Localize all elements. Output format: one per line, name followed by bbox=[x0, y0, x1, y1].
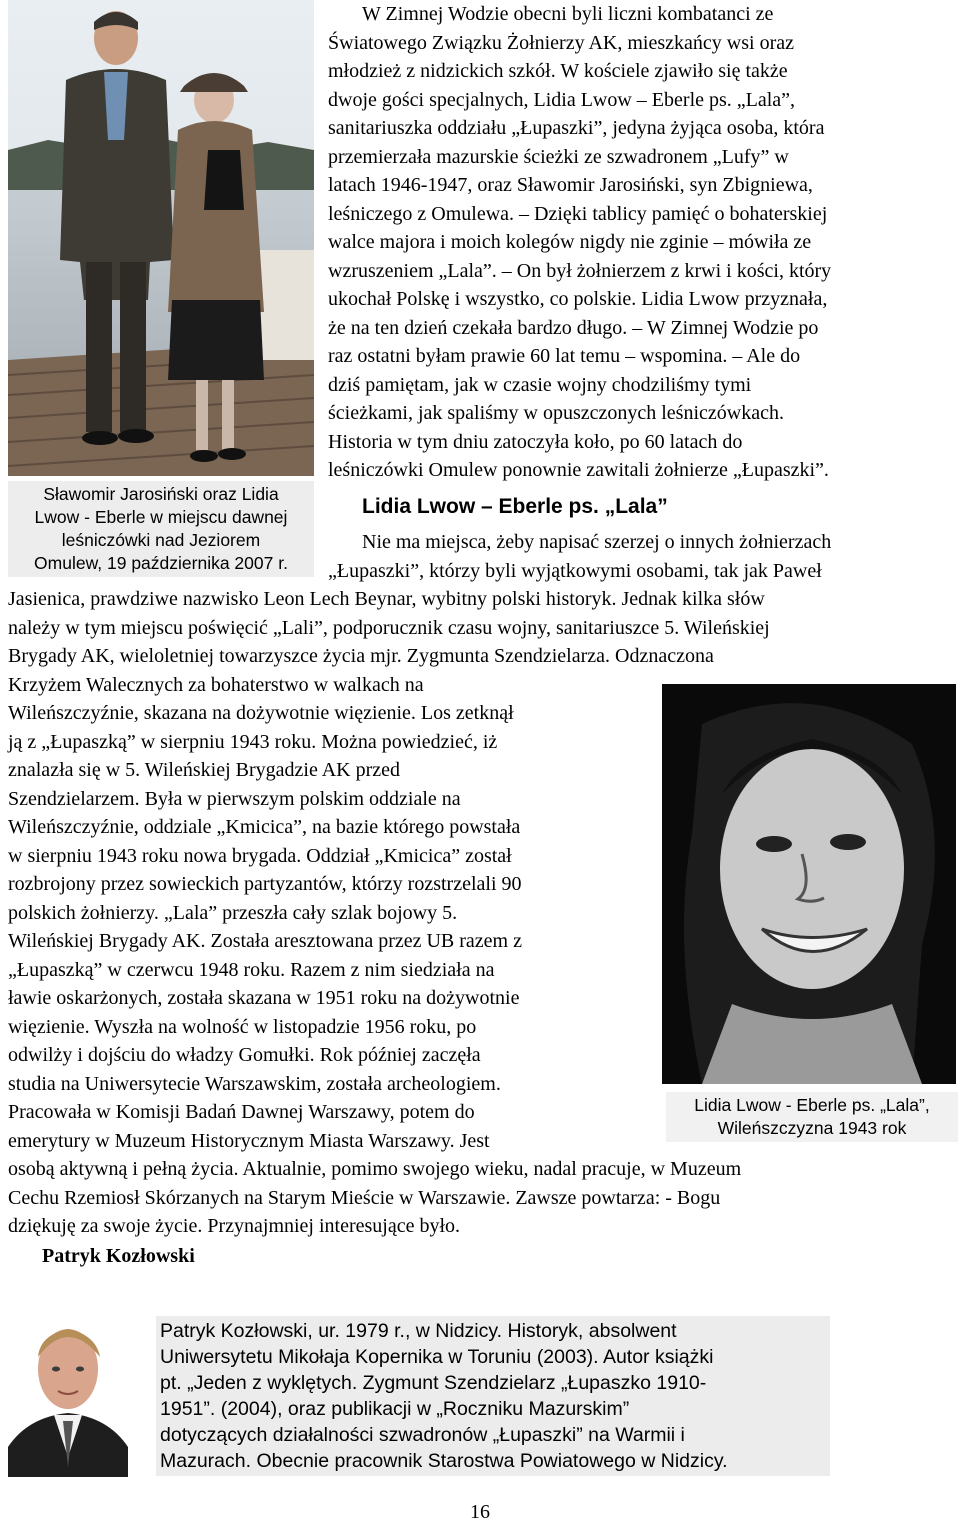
text-line: że na ten dzień czekała bardzo długo. – W Zimnej Wodzie po bbox=[328, 316, 819, 339]
lala-portrait-caption bbox=[666, 1092, 958, 1142]
text-line: ławie oskarżonych, została skazana w 1951 roku na dożywotnie bbox=[8, 987, 520, 1009]
text-line: „Łupaszki”, którzy byli wyjątkowymi osobami, tak jak Paweł bbox=[328, 559, 822, 582]
author-name: Patryk Kozłowski bbox=[42, 1245, 195, 1267]
text-line: w sierpniu 1943 roku nowa brygada. Oddział „Kmicica” został bbox=[8, 844, 512, 867]
text-line: Nie ma miejsca, żeby napisać szerzej o innych żołnierzach bbox=[362, 531, 832, 553]
bio-line: 1951”. (2004), oraz publikacji w „Roczniku Mazurskim” bbox=[160, 1398, 630, 1420]
text-line: W Zimnej Wodzie obecni byli liczni kombatanci ze bbox=[362, 3, 774, 25]
text-line: wzruszeniem „Lala”. – On był żołnierzem z krwi i kości, który bbox=[328, 259, 832, 282]
text-line: osobą aktywną i pełną życia. Aktualnie, pomimo swojego wieku, nadal pracuje, w Muzeum bbox=[8, 1158, 742, 1180]
caption-line: Omulew, 19 października 2007 r. bbox=[34, 553, 288, 573]
caption-line: leśniczówki nad Jeziorem bbox=[61, 530, 261, 550]
text-line: sanitariuszka oddziału „Łupaszki”, jedyna żyjąca osoba, która bbox=[328, 117, 825, 139]
text-line: młodzież z nidzickich szkół. W kościele zjawiło się także bbox=[328, 60, 788, 82]
caption-line: Wileńszczyzna 1943 rok bbox=[717, 1118, 907, 1138]
section-heading: Lidia Lwow – Eberle ps. „Lala” bbox=[362, 495, 668, 518]
text-line: należy w tym miejscu poświęcić „Lali”, podporucznik czasu wojny, sanitariuszce 5. Wileńskiej bbox=[8, 616, 770, 639]
caption-line: Sławomir Jarosiński oraz Lidia bbox=[43, 484, 279, 504]
lala-portrait-photo bbox=[662, 684, 956, 1084]
text-line: Cechu Rzemiosł Skórzanych na Starym Mieście w Warszawie. Zawsze powtarza: - Bogu bbox=[8, 1186, 721, 1209]
text-line: raz ostatni byłam prawie 60 lat temu – wspomina. – Ale do bbox=[328, 345, 801, 367]
bio-line: pt. „Jeden z wyklętych. Zygmunt Szendzielarz „Łupaszko 1910- bbox=[160, 1372, 707, 1394]
text-line: Historia w tym dniu zatoczyła koło, po 60 latach do bbox=[328, 430, 743, 453]
text-line: dwoje gości specjalnych, Lidia Lwow – Eberle ps. „Lala”, bbox=[328, 88, 796, 111]
author-photo-image bbox=[8, 1307, 128, 1477]
text-line: ukochał Polskę i wszystko, co polskie. Lidia Lwow przyznała, bbox=[328, 288, 828, 310]
text-line: latach 1946-1947, oraz Sławomir Jarosiński, syn Zbigniewa, bbox=[328, 174, 813, 196]
text-line: leśniczówki Omulew ponownie zawitali żołnierze „Łupaszki”. bbox=[328, 459, 829, 481]
text-line: Krzyżem Walecznych za bohaterstwo w walkach na bbox=[8, 673, 424, 696]
text-line: Pracowała w Komisji Badań Dawnej Warszawy, potem do bbox=[8, 1101, 475, 1123]
text-line: odwilży i dojściu do władzy Gomułki. Rok później zaczęła bbox=[8, 1044, 481, 1066]
author-photo bbox=[8, 1307, 128, 1477]
text-line: więzienie. Wyszła na wolność w listopadzie 1956 roku, po bbox=[8, 1015, 477, 1038]
caption-line: Lwow - Eberle w miejscu dawnej bbox=[34, 507, 288, 527]
text-line: przemierzała mazurskie ścieżki ze szwadronem „Lufy” w bbox=[328, 145, 789, 168]
bio-line: Patryk Kozłowski, ur. 1979 r., w Nidzicy. Historyk, absolwent bbox=[160, 1320, 677, 1342]
page-number: 16 bbox=[470, 1501, 490, 1523]
text-line: leśniczego z Omulewa. – Dzięki tablicy pamięć o bohaterskiej bbox=[328, 202, 828, 225]
author-bio-box bbox=[156, 1316, 830, 1476]
text-line: Brygady AK, wieloletniej towarzyszce życia mjr. Zygmunta Szendzielarza. Odznaczona bbox=[8, 645, 714, 667]
text-line: studia na Uniwersytecie Warszawskim, została archeologiem. bbox=[8, 1072, 501, 1095]
text-line: dziękuję za swoje życie. Przynajmniej interesujące było. bbox=[8, 1215, 461, 1237]
text-line: ścieżkami, jak spaliśmy w opuszczonych leśniczówkach. bbox=[328, 402, 784, 424]
text-line: znalazła się w 5. Wileńskiej Brygadzie AK przed bbox=[8, 759, 401, 781]
text-line: Jasienica, prawdziwe nazwisko Leon Lech Beynar, wybitny polski historyk. Jednak kilka słów bbox=[8, 588, 765, 610]
text-line: Szendzielarzem. Była w pierwszym polskim oddziale na bbox=[8, 787, 461, 810]
pier-photo bbox=[8, 0, 314, 476]
text-line: Wileńszczyźnie, skazana na dożywotnie więzienie. Los zetknął bbox=[8, 702, 514, 724]
text-line: emerytury w Muzeum Historycznym Miasta Warszawy. Jest bbox=[8, 1129, 490, 1152]
bio-line: Mazurach. Obecnie pracownik Starostwa Powiatowego w Nidzicy. bbox=[160, 1450, 728, 1472]
lala-portrait-image bbox=[662, 684, 956, 1084]
text-line: Światowego Związku Żołnierzy AK, mieszkańcy wsi oraz bbox=[328, 31, 794, 54]
pier-photo-caption bbox=[8, 481, 314, 577]
text-line: dziś pamiętam, jak w czasie wojny chodziliśmy tymi bbox=[328, 373, 752, 396]
caption-line: Lidia Lwow - Eberle ps. „Lala”, bbox=[694, 1095, 930, 1115]
text-line: „Łupaszką” w czerwcu 1948 roku. Razem z nim siedziała na bbox=[8, 958, 495, 981]
bio-line: Uniwersytetu Mikołaja Kopernika w Toruniu (2003). Autor książki bbox=[160, 1346, 714, 1368]
text-line: Wileńszczyźnie, oddziale „Kmicica”, na bazie którego powstała bbox=[8, 816, 521, 838]
text-line: Wileńskiej Brygady AK. Została aresztowana przez UB razem z bbox=[8, 930, 522, 952]
pier-photo-image bbox=[8, 0, 314, 476]
bio-line: dotyczących działalności szwadronów „Łupaszki” na Warmii i bbox=[160, 1424, 685, 1446]
text-line: rozbrojony przez sowieckich partyzantów, którzy rozstrzelali 90 bbox=[8, 873, 522, 895]
text-line: ją z „Łupaszką” w sierpniu 1943 roku. Można powiedzieć, iż bbox=[8, 730, 498, 753]
text-line: walce majora i moich kolegów nigdy nie zginie – mówiła ze bbox=[328, 231, 812, 253]
text-line: polskich żołnierzy. „Lala” przeszła cały szlak bojowy 5. bbox=[8, 901, 458, 924]
